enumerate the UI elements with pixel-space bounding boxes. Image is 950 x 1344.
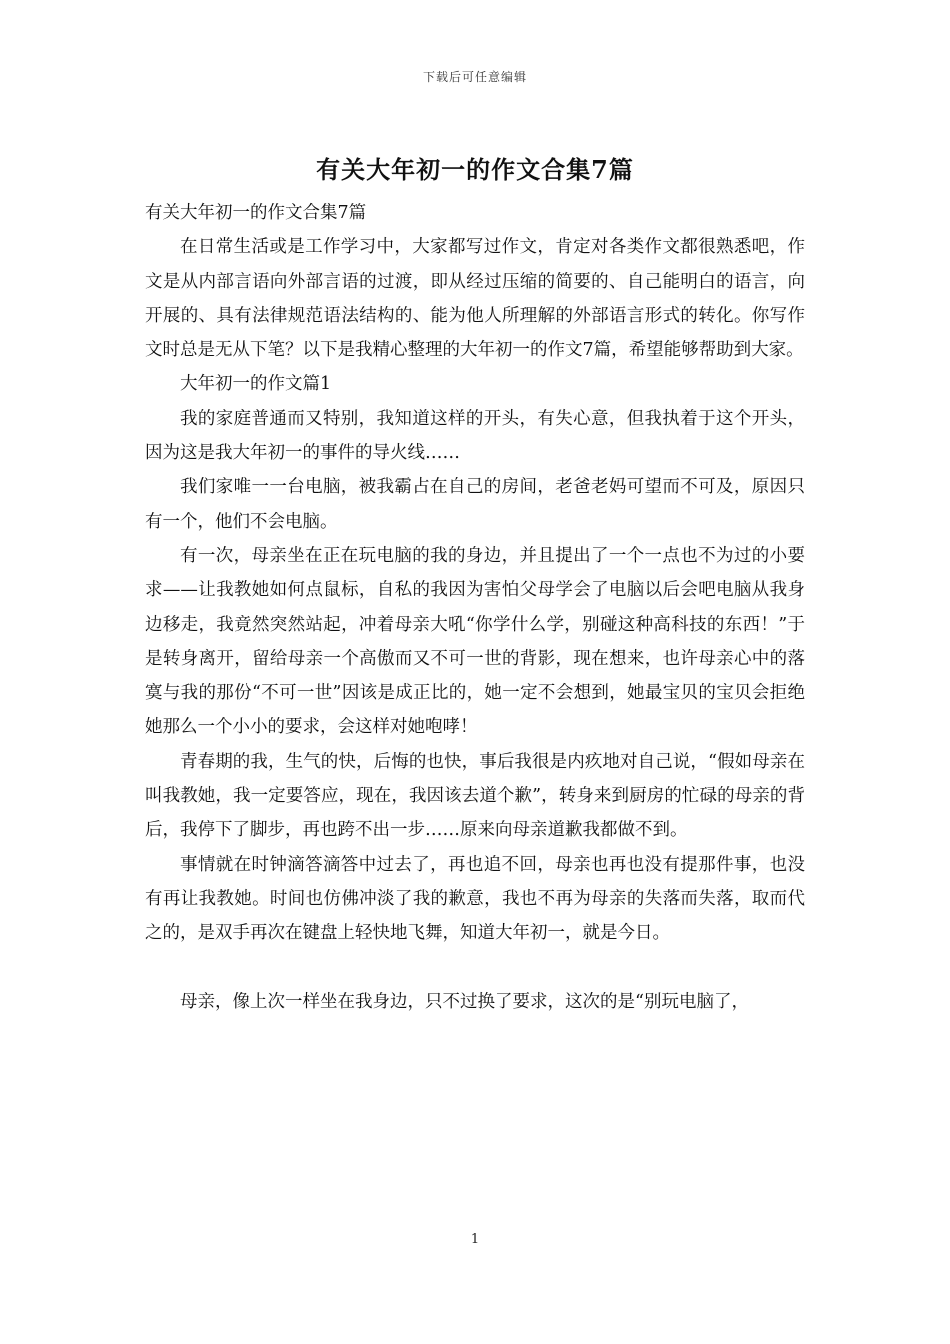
body-paragraph: 青春期的我，生气的快，后悔的也快，事后我很是内疚地对自己说，“假如母亲在叫我教她，我一定要答应，现在，我因该去道个歉”，转身来到厨房的忙碌的母亲的背后，我停下了脚步，再也跨不出一步……原来向母亲道歉我都做不到。 — [145, 751, 805, 841]
section-heading: 大年初一的作文篇1 — [180, 374, 332, 395]
document-body — [145, 196, 805, 1019]
body-paragraph: 母亲，像上次一样坐在我身边，只不过换了要求，这次的是“别玩电脑了， — [180, 991, 749, 1012]
intro-paragraph: 在日常生活或是工作学习中，大家都写过作文，肯定对各类作文都很熟悉吧，作文是从内部言语向外部言语的过渡，即从经过压缩的简要的、自己能明白的语言，向开展的、具有法律规范语法结构的、能为他人所理解的外部语言形式的转化。你写作文时总是无从下笔？以下是我精心整理的大年初一的作文7篇，希望能够帮助到大家。 — [145, 237, 805, 361]
body-paragraph: 我们家唯一一台电脑，被我霸占在自己的房间，老爸老妈可望而不可及，原因只有一个，他们不会电脑。 — [145, 477, 805, 532]
body-paragraph: 我的家庭普通而又特别，我知道这样的开头，有失心意，但我执着于这个开头，因为这是我大年初一的事件的导火线…… — [145, 408, 805, 464]
body-paragraph: 事情就在时钟滴答滴答中过去了，再也追不回，母亲也再也没有提那件事，也没有再让我教她。时间也仿佛冲淡了我的歉意，我也不再为母亲的失落而失落，取而代之的，是双手再次在键盘上轻快地飞舞，知道大年初一，就是今日。 — [145, 854, 805, 944]
header-note: 下载后可任意编辑 — [422, 70, 527, 84]
document-title: 有关大年初一的作文合集7篇 — [316, 155, 634, 184]
body-paragraph: 有一次，母亲坐在正在玩电脑的我的身边，并且提出了一个一点也不为过的小要求——让我教她如何点鼠标，自私的我因为害怕父母学会了电脑以后会吧电脑从我身边移走，我竟然突然站起，冲着母亲大吼“你学什么学，别碰这种高科技的东西！”于是转身离开，留给母亲一个高傲而又不可一世的背影，现在想来，也许母亲心中的落寞与我的那份“不可一世”因该是成正比的，她一定不会想到，她最宝贝的宝贝会拒绝她那么一个小小的要求，会这样对她咆哮！ — [145, 545, 805, 738]
subtitle-paragraph: 有关大年初一的作文合集7篇 — [145, 203, 367, 223]
page-number: 1 — [470, 1232, 480, 1247]
